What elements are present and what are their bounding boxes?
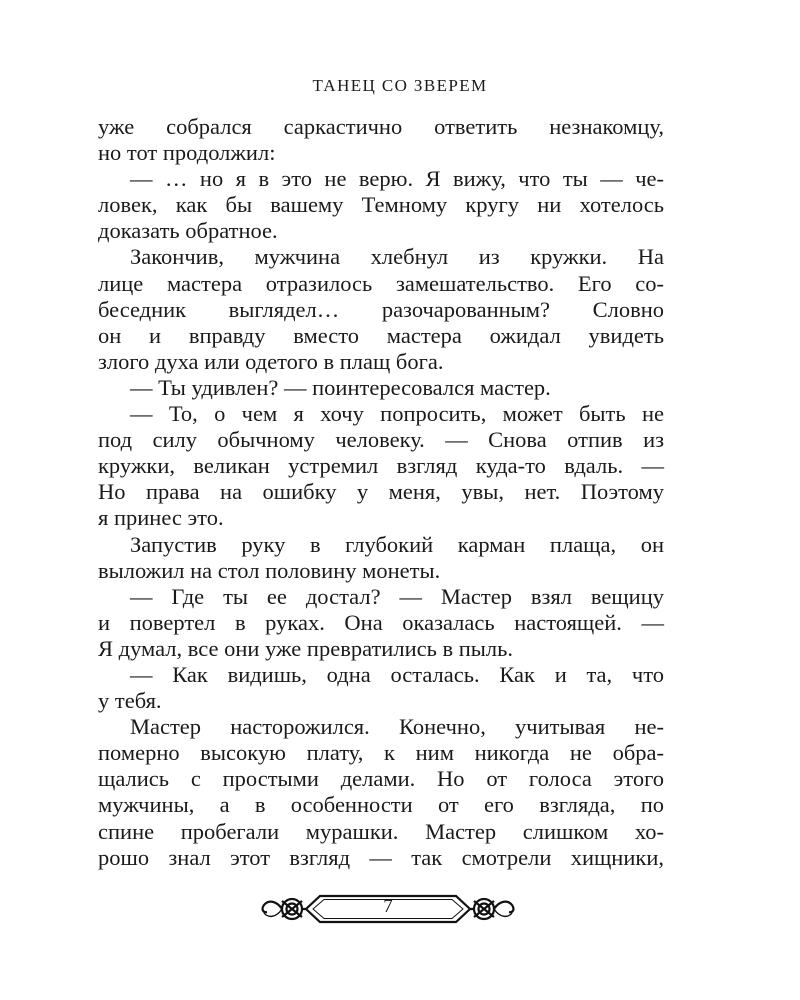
- text-line: беседник выглядел… разочарованным? Словно: [98, 296, 664, 322]
- text-line: лице мастера отразилось замешательство. Его со-: [98, 270, 664, 296]
- text-line: я принес это.: [98, 505, 224, 531]
- text-line: под силу обычному человеку. — Снова отпив из: [98, 427, 664, 453]
- text-line: — Где ты ее достал? — Мастер взял вещицу: [130, 583, 664, 609]
- page-number-ornament: [258, 888, 518, 930]
- text-line: злого духа или одетого в плащ бога.: [98, 348, 444, 374]
- running-head: ТАНЕЦ СО ЗВЕРЕМ: [312, 76, 488, 95]
- text-line: щались с простыми делами. Но от голоса этого: [98, 766, 664, 792]
- text-line: мужчины, а в особенности от его взгляда, по: [98, 792, 664, 818]
- text-line: — … но я в это не верю. Я вижу, что ты — че-: [130, 166, 664, 192]
- text-line: Закончив, мужчина хлебнул из кружки. На: [130, 244, 664, 270]
- text-line: Но права на ошибку у меня, увы, нет. Поэтому: [98, 479, 664, 505]
- text-line: рошо знал этот взгляд — так смотрели хищники,: [98, 844, 664, 870]
- text-line: он и вправду вместо мастера ожидал увидеть: [98, 322, 664, 348]
- text-line: и повертел в руках. Она оказалась настоящей. —: [98, 609, 664, 635]
- text-line: но тот продолжил:: [98, 140, 276, 166]
- text-line: у тебя.: [98, 688, 162, 714]
- text-line: ловек, как бы вашему Темному кругу ни хотелось: [98, 192, 664, 218]
- text-line: кружки, великан устремил взгляд куда-то вдаль. —: [98, 453, 664, 479]
- text-line: Я думал, все они уже превратились в пыль.: [98, 635, 514, 661]
- text-line: спине пробегали мурашки. Мастер слишком хо-: [98, 818, 664, 844]
- text-line: доказать обратное.: [98, 218, 278, 244]
- text-line: — Ты удивлен? — поинтересовался мастер.: [130, 374, 551, 400]
- text-line: Мастер насторожился. Конечно, учитывая не-: [130, 714, 664, 740]
- text-line: — То, о чем я хочу попросить, может быть не: [130, 401, 664, 427]
- body-text: [98, 114, 664, 871]
- text-line: выложил на стол половину монеты.: [98, 557, 441, 583]
- text-line: уже собрался саркастично ответить незнакомцу,: [98, 114, 664, 139]
- text-line: — Как видишь, одна осталась. Как и та, что: [130, 661, 664, 687]
- page-number: 7: [383, 896, 393, 917]
- text-line: Запустив руку в глубокий карман плаща, он: [130, 531, 664, 557]
- text-line: померно высокую плату, к ним никогда не обра-: [98, 740, 664, 766]
